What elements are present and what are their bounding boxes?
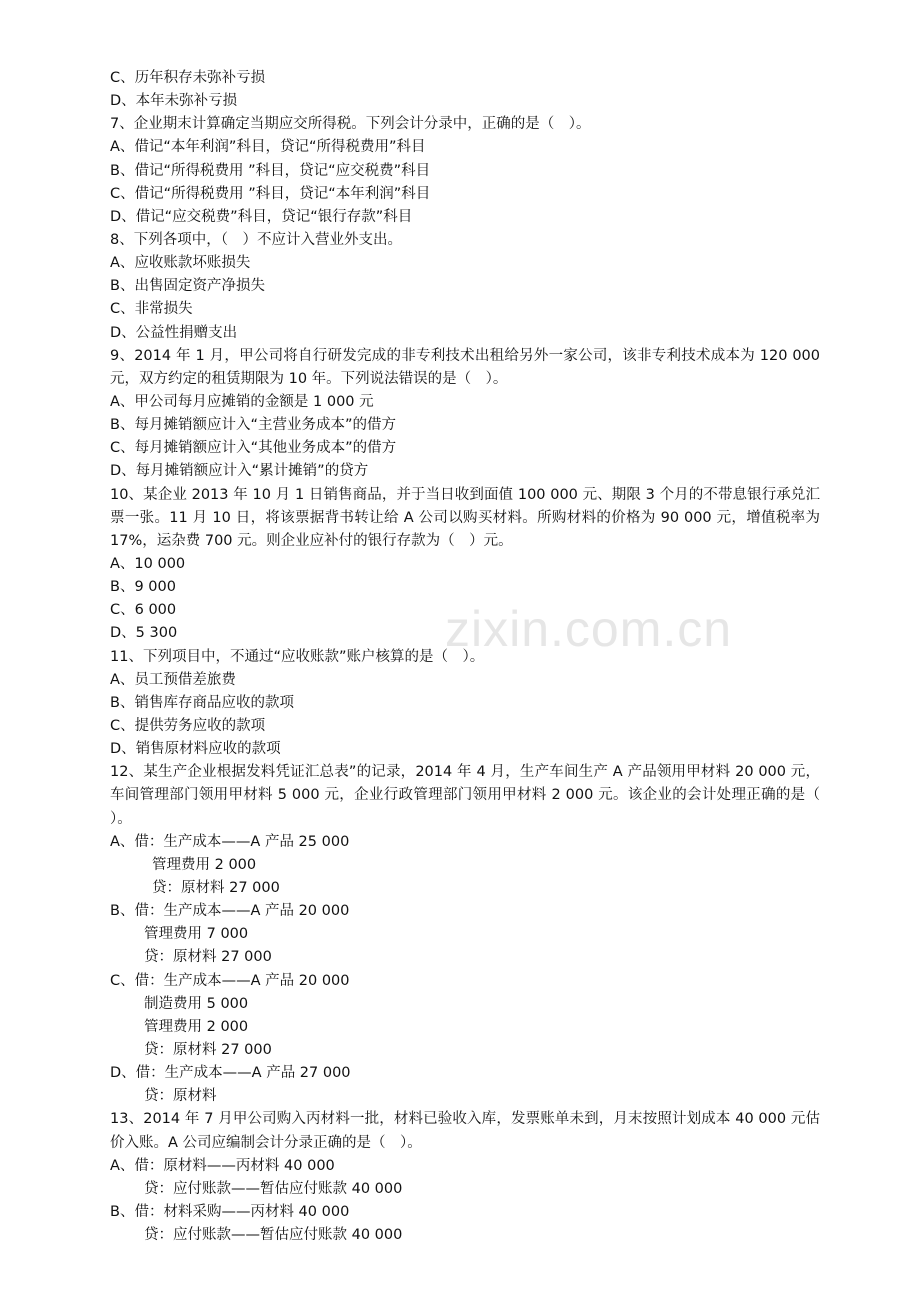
question-13: 13、2014 年 7 月甲公司购入丙材料一批，材料已验收入库，发票账单未到，月末按照计划成本 40 000 元估价入账。A 公司应编制会计分录正确的是（ ）。 xyxy=(110,1111,820,1151)
option-c-q6: C、历年积存未弥补亏损 xyxy=(110,70,266,86)
option-c-q12-line2: 制造费用 5 000 xyxy=(144,995,249,1012)
question-11: 11、下列项目中，不通过“应收账款”账户核算的是（ ）。 xyxy=(110,648,485,665)
option-c-q12-line3: 管理费用 2 000 xyxy=(144,1018,249,1035)
option-b-q12: B、借：生产成本——A 产品 20 000 xyxy=(110,903,350,920)
option-a-q11: A、员工预借差旅费 xyxy=(110,671,236,688)
option-d-q8: D、公益性捐赠支出 xyxy=(110,324,238,341)
option-d-q11: D、销售原材料应收的款项 xyxy=(110,741,281,758)
option-b-q10: B、9 000 xyxy=(110,579,176,596)
document-page xyxy=(110,67,820,1247)
option-d-q7: D、借记“应交税费”科目，贷记“银行存款”科目 xyxy=(110,208,413,225)
question-9: 9、2014 年 1 月，甲公司将自行研发完成的非专利技术出租给另外一家公司，该非专利技术成本为 120 000 元，双方约定的租赁期限为 10 年。下列说法错误的是（ ）。 xyxy=(110,347,820,387)
option-a-q12-line3: 贷：原材料 27 000 xyxy=(152,880,280,897)
question-7: 7、企业期末计算确定当期应交所得税。下列会计分录中，正确的是（ ）。 xyxy=(110,116,591,133)
option-b-q12-line2: 管理费用 7 000 xyxy=(144,926,249,943)
option-b-q11: B、销售库存商品应收的款项 xyxy=(110,694,294,711)
option-a-q9: A、甲公司每月应摊销的金额是 1 000 元 xyxy=(110,394,374,410)
question-10: 10、某企业 2013 年 10 月 1 日销售商品，并于当日收到面值 100 000 元、期限 3 个月的不带息银行承兑汇票一张。11 月 10 日，将该票据背书转让给 A 公司以购买材料。所购材料的价格为 90 000 元，增值税率为 17%，运杂费 700 元。则企业应补付的银行存款为（ ）元。 xyxy=(110,486,820,549)
option-b-q7: B、借记“所得税费用 ”科目，贷记“应交税费”科目 xyxy=(110,162,431,179)
option-a-q8: A、应收账款坏账损失 xyxy=(110,255,251,272)
option-a-q12-line2: 管理费用 2 000 xyxy=(152,856,257,873)
option-c-q7: C、借记“所得税费用 ”科目，贷记“本年利润”科目 xyxy=(110,185,431,202)
option-a-q13-line2: 贷：应付账款——暂估应付账款 40 000 xyxy=(144,1180,403,1197)
watermark: zixin.com.cn xyxy=(445,601,733,657)
question-12: 12、某生产企业根据发料凭证汇总表”的记录，2014 年 4 月，生产车间生产 A 产品领用甲材料 20 000 元，车间管理部门领用甲材料 5 000 元，企业行政管理部门领用甲材料 2 000 元。该企业的会计处理正确的是（ ）。 xyxy=(110,764,820,827)
option-a-q13: A、借：原材料——丙材料 40 000 xyxy=(110,1157,335,1174)
option-c-q10: C、6 000 xyxy=(110,602,177,619)
option-a-q7: A、借记“本年利润”科目，贷记“所得税费用”科目 xyxy=(110,139,426,156)
option-d-q6: D、本年未弥补亏损 xyxy=(110,93,238,110)
option-d-q12-line2: 贷：原材料 xyxy=(144,1088,217,1105)
question-8: 8、下列各项中，（ ）不应计入营业外支出。 xyxy=(110,231,402,248)
option-c-q8: C、非常损失 xyxy=(110,301,193,318)
option-b-q13-line2: 贷：应付账款——暂估应付账款 40 000 xyxy=(144,1227,403,1244)
option-c-q11: C、提供劳务应收的款项 xyxy=(110,718,266,735)
option-a-q10: A、10 000 xyxy=(110,556,186,573)
option-d-q10: D、5 300 xyxy=(110,625,178,642)
option-c-q9: C、每月摊销额应计入“其他业务成本”的借方 xyxy=(110,440,397,457)
option-c-q12-line4: 贷：原材料 27 000 xyxy=(144,1042,272,1059)
option-a-q12: A、借：生产成本——A 产品 25 000 xyxy=(110,833,350,850)
option-d-q9: D、每月摊销额应计入“累计摊销”的贷方 xyxy=(110,463,369,480)
option-d-q12: D、借：生产成本——A 产品 27 000 xyxy=(110,1065,351,1082)
option-b-q13: B、借：材料采购——丙材料 40 000 xyxy=(110,1204,350,1221)
option-b-q8: B、出售固定资产净损失 xyxy=(110,278,265,295)
option-b-q12-line3: 贷：原材料 27 000 xyxy=(144,949,272,966)
option-c-q12: C、借：生产成本——A 产品 20 000 xyxy=(110,972,350,989)
option-b-q9: B、每月摊销额应计入“主营业务成本”的借方 xyxy=(110,417,396,434)
